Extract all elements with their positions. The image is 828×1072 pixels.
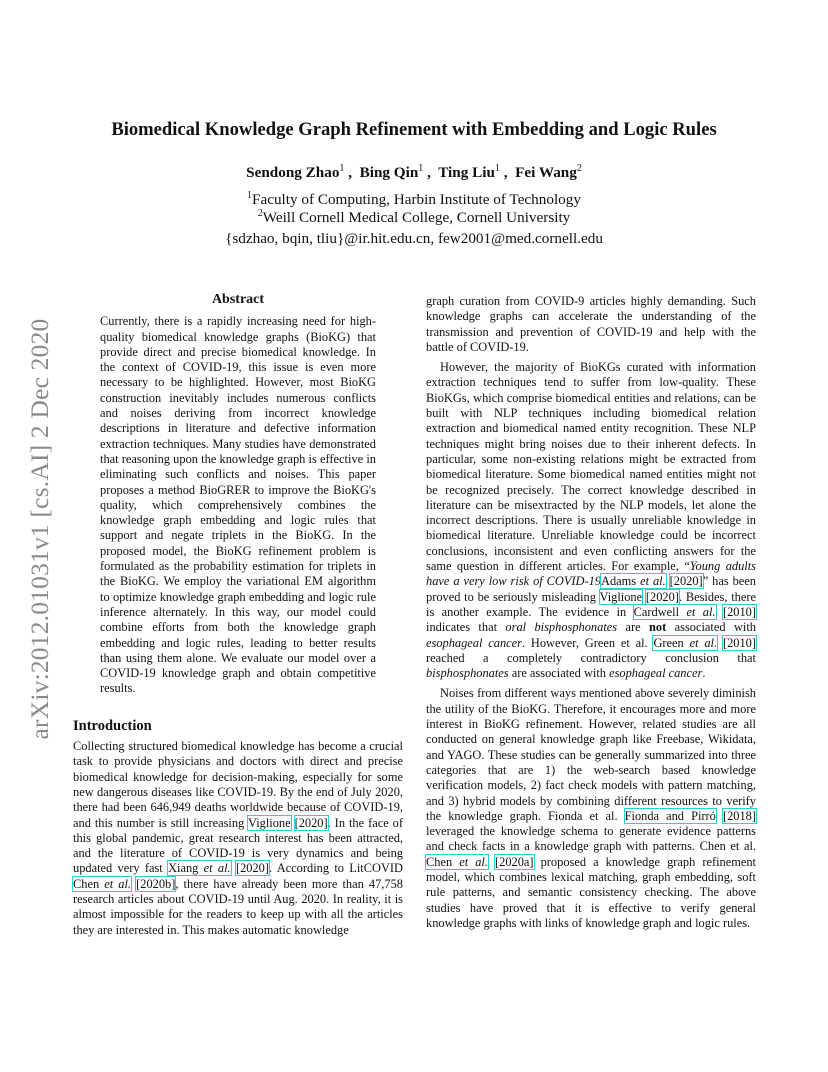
author-emails: {sdzhao, bqin, tliu}@ir.hit.edu.cn, few2001@med.cornell.edu xyxy=(225,230,603,247)
citation-link[interactable]: [2020] xyxy=(645,589,679,604)
author-name: Fei Wang xyxy=(515,164,577,182)
citation-link[interactable]: Fionda and Pirró xyxy=(624,808,716,823)
introduction-paragraph: Collecting structured biomedical knowledge has become a crucial task to provide physicians and doctors with direct and precise biomedical knowledge for decision-making, especially for some new dangerous diseases like COVID-19. By the end of July 2020, there had been 646,949 deaths worldwide because of COVID-19, and this number is still increasing Viglione [2020]. In the face of this global pandemic, great research interest has been attracted, and the literature of COVID-19 is very dynamics and being updated very fast Xiang et al. [2020]. According to LitCOVID Chen et al. [2020b], there have already been more than 47,758 research articles about COVID-19 until Aug. 2020. In reality, it is almost impossible for the readers to keep up with all the articles they are interested in. This makes automatic knowledge xyxy=(73,739,403,937)
affiliation-text: Faculty of Computing, Harbin Institute of Technology xyxy=(252,191,581,209)
author-name: Bing Qin xyxy=(359,164,419,182)
author-affiliation-mark: 2 xyxy=(576,163,582,174)
arxiv-identifier-stamp xyxy=(22,298,58,760)
arxiv-identifier-text: arXiv:2012.01031v1 [cs.AI] 2 Dec 2020 xyxy=(25,318,54,740)
affiliation-line xyxy=(0,208,828,227)
citation-link[interactable]: Chen et al. xyxy=(426,854,488,869)
citation-link[interactable]: [2020] xyxy=(235,861,270,876)
body-paragraph: graph curation from COVID-9 articles highly demanding. Such knowledge graphs can accelerate the understanding of the transmission and prevention of COVID-19 and help with the battle of COVID-19. xyxy=(426,294,756,354)
affiliation-mark: 1 xyxy=(247,190,253,201)
citation-link[interactable]: Adams et al. xyxy=(601,574,666,589)
citation-link[interactable]: Xiang et al. xyxy=(168,861,231,876)
citation-link[interactable]: Chen et al. xyxy=(73,876,132,891)
citation-link[interactable]: [2018] xyxy=(722,808,756,823)
author-list: Sendong Zhao$^1$ , Bing Qin$^1$ , Ting Liu$^1$ , Fei Wang$^2$ xyxy=(246,163,582,182)
author-affiliation-mark: 1 xyxy=(339,163,345,174)
citation-link[interactable]: Viglione xyxy=(599,589,643,604)
abstract-body: Currently, there is a rapidly increasing need for high-quality biomedical knowledge graphs (BioKG) that provide direct and precise biomedical knowledge. In the context of COVID-19, this issue is even more necessary to be highlighted. However, most BioKG construction inevitably includes numerous conflicts and noises deriving from incorrect knowledge descriptions in literature and defective information extraction techniques. Many studies have demonstrated that reasoning upon the knowledge graph is effective in eliminating such conflicts and noises. This paper proposes a method BioGRER to improve the BioKG's quality, which comprehensively combines the knowledge graph embedding and logic rules that support and negate triplets in the BioKG. In the proposed model, the BioKG refinement problem is formulated as the probability estimation for triplets in the BioKG. We employ the variational EM algorithm to optimize knowledge graph embedding and logic rule inference alternately. In this way, our model could combine efforts from both the knowledge graph embedding and logic rules, leading to better results than using them alone. We evaluate our model over a COVID-19 knowledge graph and obtain competitive results. xyxy=(100,314,376,696)
citation-link[interactable]: [2010] xyxy=(722,635,756,650)
citation-link[interactable]: [2020] xyxy=(294,815,328,830)
right-column xyxy=(426,294,756,931)
introduction-heading: Introduction xyxy=(73,717,152,734)
citation-link[interactable]: [2020] xyxy=(669,574,703,589)
left-column xyxy=(73,292,403,938)
author-name: Sendong Zhao xyxy=(246,164,340,182)
citation-link[interactable]: [2010] xyxy=(722,604,756,619)
affiliation-text: Weill Cornell Medical College, Cornell University xyxy=(262,209,571,227)
author-name: Ting Liu xyxy=(438,164,495,182)
affiliation-line xyxy=(0,190,828,209)
paper-title: Biomedical Knowledge Graph Refinement with Embedding and Logic Rules xyxy=(111,119,717,140)
quoted-claim: Young adults have a very low risk of COVID-19 xyxy=(426,559,756,589)
abstract-heading: Abstract xyxy=(211,292,265,307)
author-affiliation-mark: 1 xyxy=(418,163,424,174)
body-paragraph: However, the majority of BioKGs curated with information extraction techniques tend to suffer from low-quality. These BioKGs, which comprise biomedical entities and relations, can be built with NLP techniques including biomedical relation extraction and biomedical named entity recognition. These NLP techniques might bring noises due to their inherent defects. In particular, some non-existing relations might be extracted from biomedical literature. Some biomedical named entities might not be recognized precisely. The correct knowledge described in literature can be misextracted by the NLP models, let alone the incorrect descriptions. There is usually unreliable knowledge in biomedical literature. Unreliable knowledge could be incorrect conclusions, inconsistent and even conflicting answers for the same question in different articles. For example, “Young adults have a very low risk of COVID-19Adams et al. [2020]” has been proved to be seriously misleading Viglione [2020]. Besides, there is another example. The evidence in Cardwell et al. [2010] indicates that oral bisphosphonates are not associated with esophageal cancer. However, Green et al. Green et al. [2010] reached a completely contradictory conclusion that bisphosphonates are associated with esophageal cancer. xyxy=(426,360,756,681)
author-affiliation-mark: 1 xyxy=(494,163,500,174)
citation-link[interactable]: [2020a] xyxy=(495,854,534,869)
citation-link[interactable]: [2020b] xyxy=(136,876,176,891)
citation-link[interactable]: Green et al. xyxy=(653,635,718,650)
body-paragraph: Noises from different ways mentioned above severely diminish the utility of the BioKG. Therefore, it encourages more and more interest in BioKG refinement. However, related studies are all conducted on general knowledge graph like Freebase, Wikidata, and YAGO. These studies can be generally summarized into three categories that are 1) the web-search based knowledge verification models, 2) fact check models with pattern matching, and 3) hybrid models by combining different resources to verify the knowledge graph. Fionda et al. Fionda and Pirró [2018] leveraged the knowledge schema to generate evidence patterns and check facts in a knowledge graph with patterns. Chen et al. Chen et al. [2020a] proposed a knowledge graph refinement model, which combines lexical matching, graph embedding, soft rule patterns, and semantic consistency checking. The above studies have proved that it is effective to verify general knowledge graphs with links of knowledge graph and logic rules. xyxy=(426,686,756,930)
affiliation-mark: 2 xyxy=(257,208,263,219)
citation-link[interactable]: Viglione xyxy=(247,815,291,830)
citation-link[interactable]: Cardwell et al. xyxy=(633,604,716,619)
